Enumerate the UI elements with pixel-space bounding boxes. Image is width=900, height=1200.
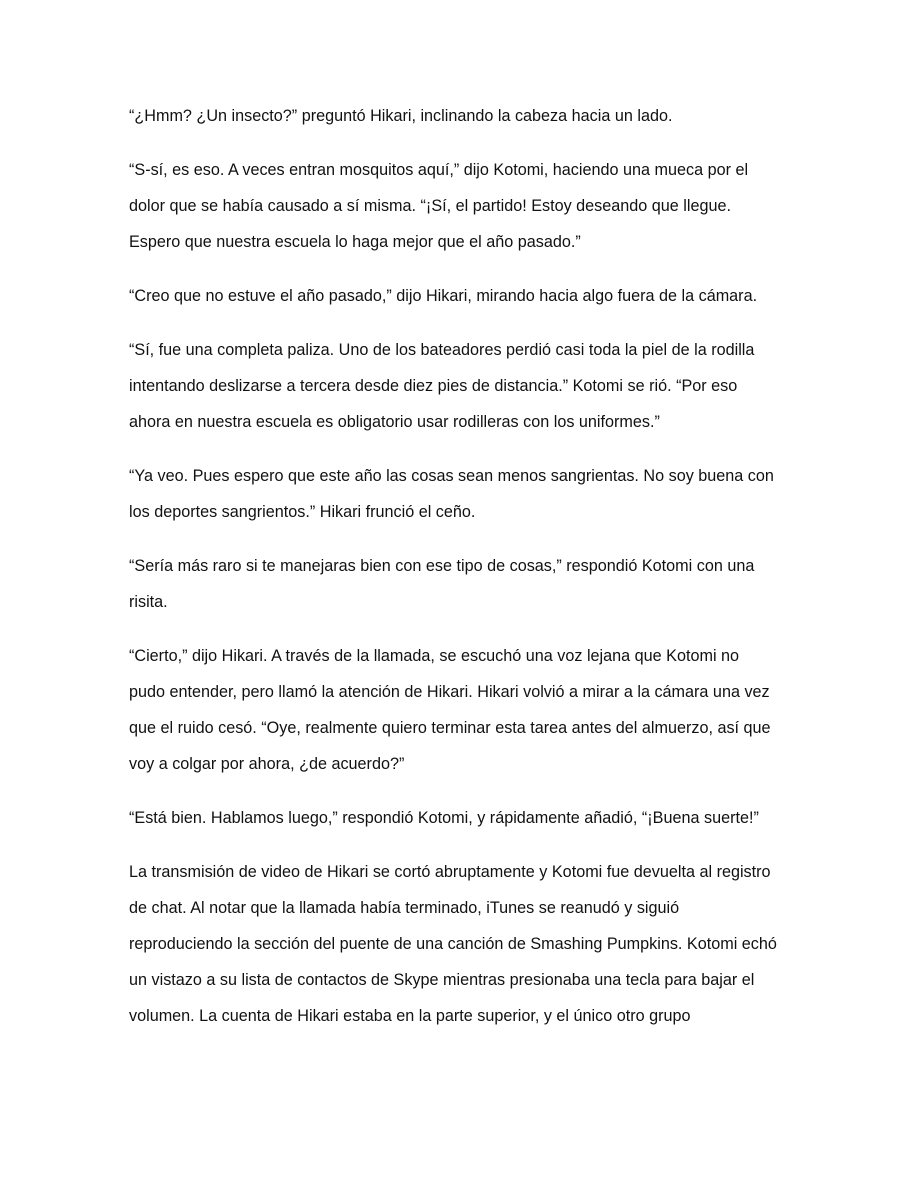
paragraph: La transmisión de video de Hikari se cortó abruptamente y Kotomi fue devuelta al registro de chat. Al notar que la llamada había terminado, iTunes se reanudó y siguió reproduciendo la sección del puente de una canción de Smashing Pumpkins. Kotomi echó un vistazo a su lista de contactos de Skype mientras presionaba una tecla para bajar el volumen. La cuenta de Hikari estaba en la parte superior, y el único otro grupo bbox=[129, 863, 777, 1025]
paragraph: “S-sí, es eso. A veces entran mosquitos aquí,” dijo Kotomi, haciendo una mueca por el dolor que se había causado a sí misma. “¡Sí, el partido! Estoy deseando que llegue. Espero que nuestra escuela lo haga mejor que el año pasado.” bbox=[129, 161, 749, 251]
paragraph: “Creo que no estuve el año pasado,” dijo Hikari, mirando hacia algo fuera de la cámara. bbox=[129, 287, 758, 305]
paragraph: “Ya veo. Pues espero que este año las cosas sean menos sangrientas. No soy buena con los deportes sangrientos.” Hikari frunció el ceño. bbox=[129, 467, 774, 521]
paragraph: “Sí, fue una completa paliza. Uno de los bateadores perdió casi toda la piel de la rodilla intentando deslizarse a tercera desde diez pies de distancia.” Kotomi se rió. “Por eso ahora en nuestra escuela es obligatorio usar rodilleras con los uniformes.” bbox=[129, 341, 755, 431]
paragraph: “Cierto,” dijo Hikari. A través de la llamada, se escuchó una voz lejana que Kotomi no pudo entender, pero llamó la atención de Hikari. Hikari volvió a mirar a la cámara una vez que el ruido cesó. “Oye, realmente quiero terminar esta tarea antes del almuerzo, así que voy a colgar por ahora, ¿de acuerdo?” bbox=[129, 647, 771, 773]
document-body bbox=[129, 98, 779, 1052]
paragraph: “Está bien. Hablamos luego,” respondió Kotomi, y rápidamente añadió, “¡Buena suerte!” bbox=[129, 809, 759, 827]
paragraph: “Sería más raro si te manejaras bien con ese tipo de cosas,” respondió Kotomi con una risita. bbox=[129, 557, 755, 611]
paragraph: “¿Hmm? ¿Un insecto?” preguntó Hikari, inclinando la cabeza hacia un lado. bbox=[129, 107, 673, 125]
